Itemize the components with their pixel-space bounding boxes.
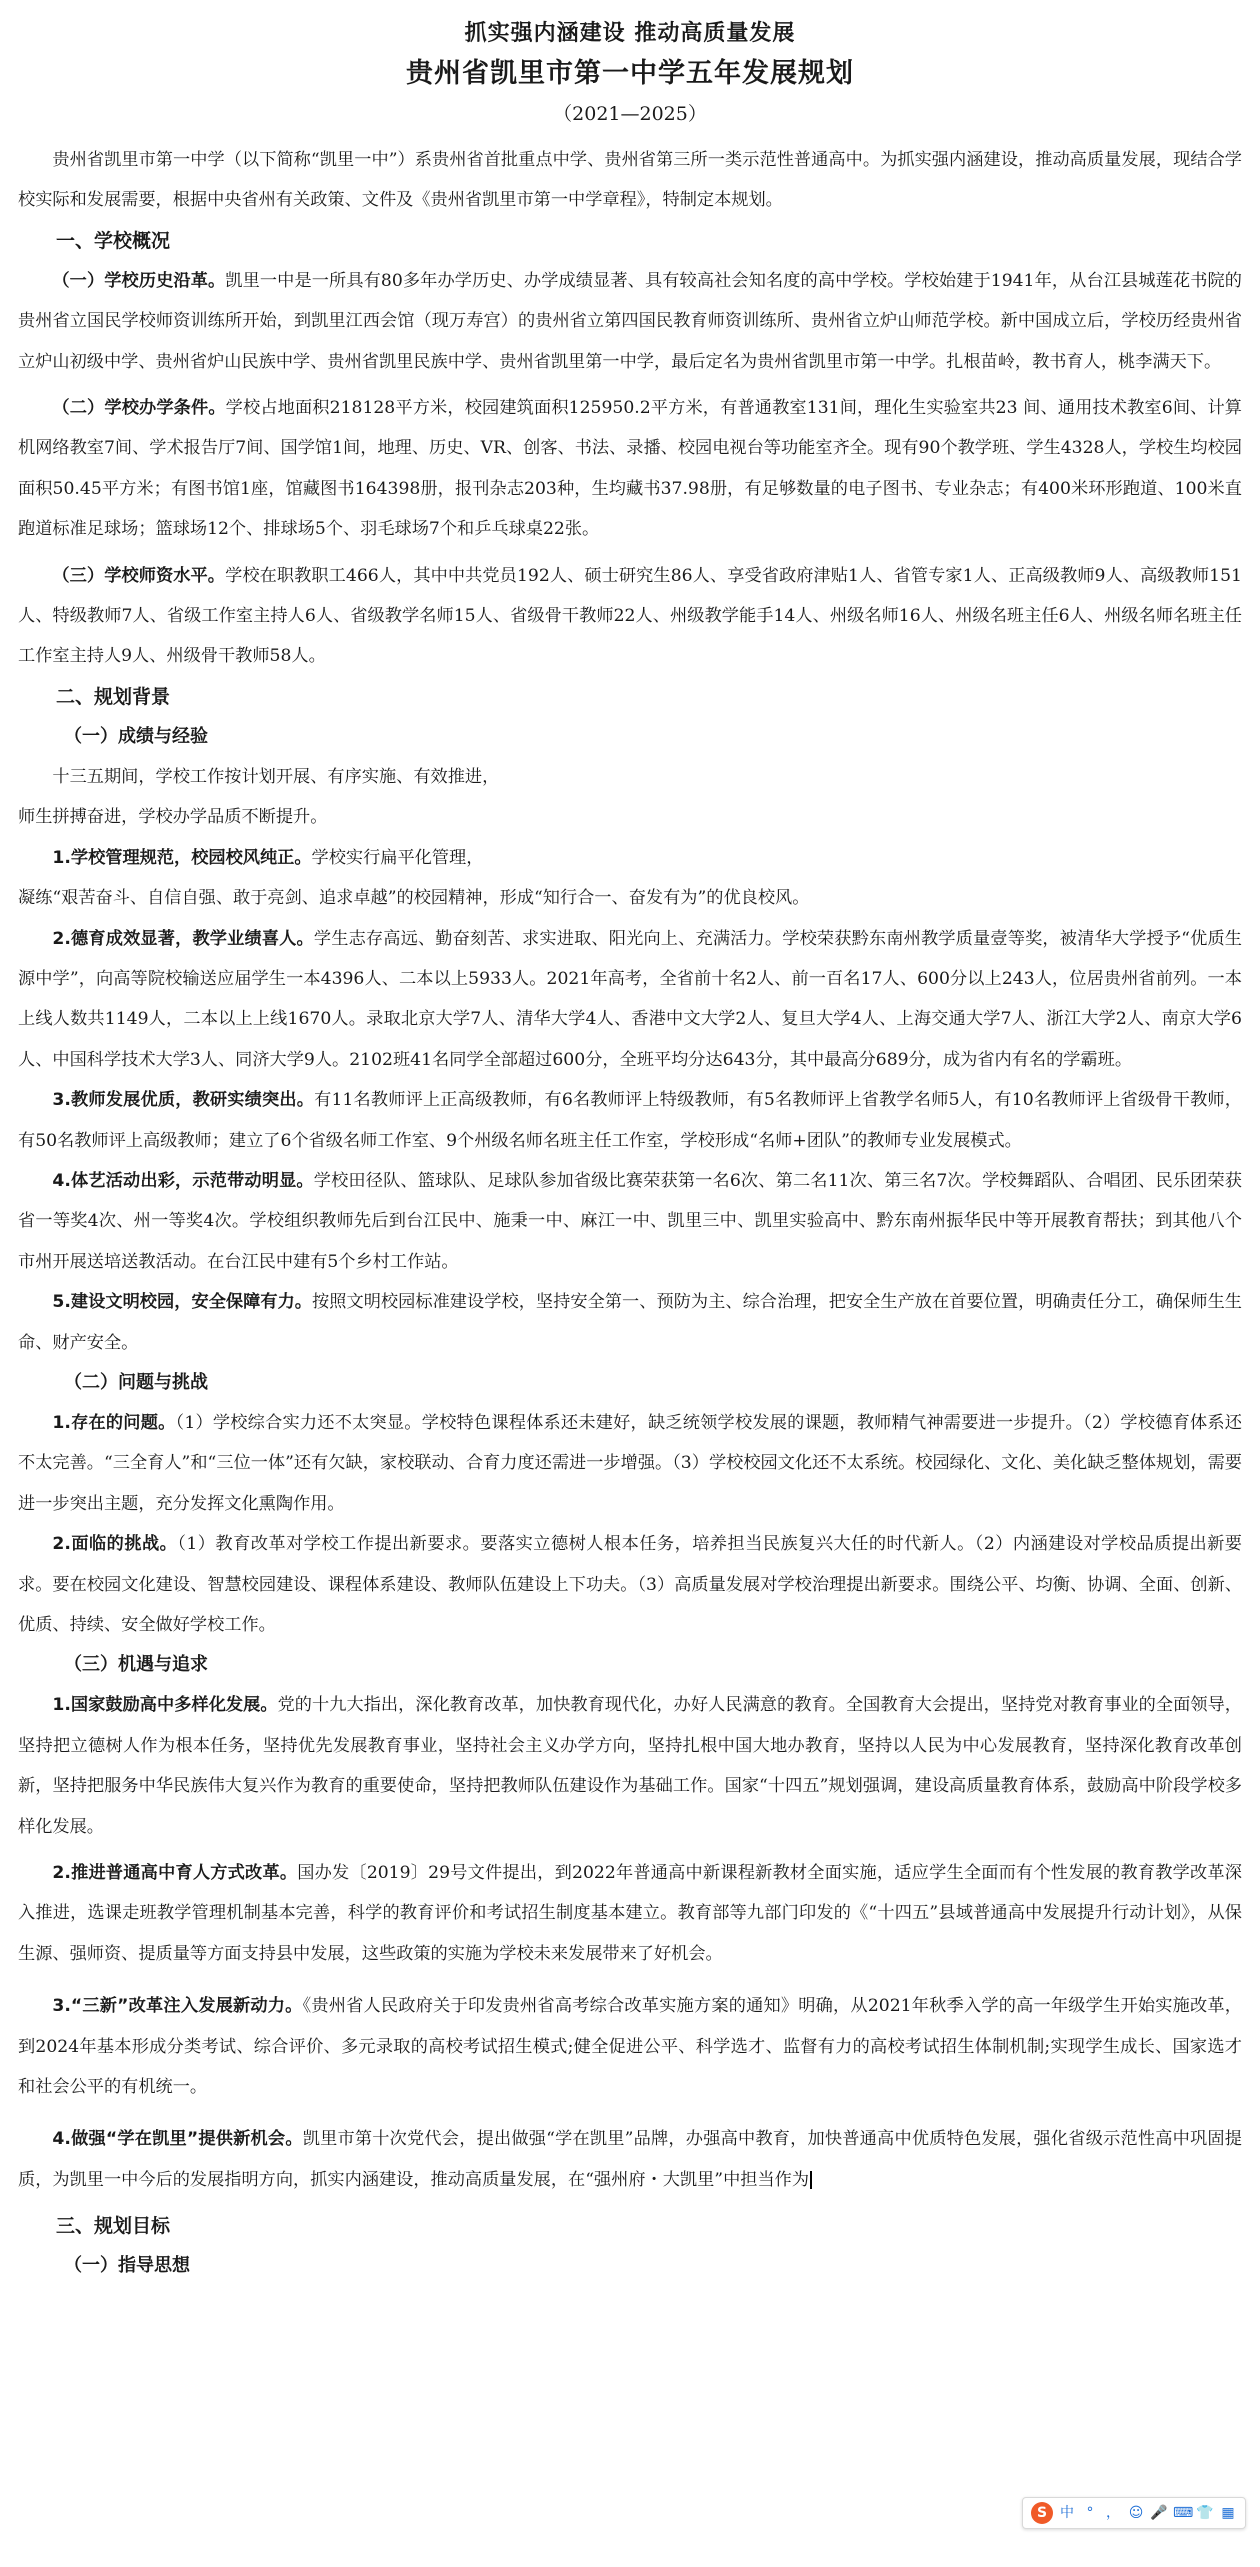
paragraph-study-in-kaili[interactable]	[18, 2119, 1242, 2200]
paragraph-lead: （二）学校办学条件。	[52, 398, 226, 419]
paragraph-body: 学校实行扁平化管理，	[311, 847, 484, 868]
paragraph-lead: 5.建设文明校园，安全保障有力。	[52, 1292, 313, 1313]
document-years: （2021—2025）	[553, 103, 707, 125]
paragraph-body: 学校在职教职工466人，其中中共党员192人、硕士研究生86人、享受省政府津贴1人、省管专家1人、正高级教师9人、高级教师151人、特级教师7人、省级工作室主持人6人、省级教学名师15人、省级骨干教师22人、州级教学能手14人、州级名师16人、州级名班主任6人、州级名师名班主任工作室主持人9人、州级骨干教师58人。	[18, 565, 1242, 667]
section-heading-overview: 一、学校概况	[56, 229, 171, 252]
paragraph-lead: 1.国家鼓励高中多样化发展。	[52, 1695, 278, 1716]
subsection-heading-achievements: （一）成绩与经验	[64, 725, 208, 747]
paragraph-body: 国办发〔2019〕29号文件提出，到2022年普通高中新课程新教材全面实施，适应学生全面而有个性发展的教育教学改革深入推进，选课走班教学管理机制基本完善，科学的教育评价和考试招生制度基本建立。教育部等九部门印发的《“十四五”县域普通高中发展提升行动计划》，从保生源、强师资、提质量等方面支持县中发展，这些政策的实施为学校未来发展带来了好机会。	[18, 1863, 1242, 1964]
ime-keyboard-icon[interactable]: ⌨	[1173, 2505, 1194, 2521]
paragraph-lead: 3.教师发展优质，教研实绩突出。	[52, 1090, 315, 1111]
paragraph-body: 《贵州省人民政府关于印发贵州省高考综合改革实施方案的通知》明确，从2021年秋季入学的高一年级学生开始实施改革，到2024年基本形成分类考试、综合评价、多元录取的高校考试招生模式;健全促进公平、科学选才、监督有力的高校考试招生体制机制;实现学生成长、国家选才和社会公平的有机统一。	[18, 1996, 1242, 2098]
paragraph-diversified-development	[18, 1685, 1242, 1847]
paragraph-body: （1）教育改革对学校工作提出新要求。要落实立德树人根本任务，培养担当民族复兴大任的时代新人。（2）内涵建设对学校品质提出新要求。要在校园文化建设、智慧校园建设、课程体系建设、教师队伍建设上下功夫。（3）高质量发展对学校治理提出新要求。围绕公平、均衡、协调、全面、创新、优质、持续、安全做好学校工作。	[18, 1534, 1242, 1635]
ime-skin-icon[interactable]: 👕	[1196, 2505, 1214, 2521]
paragraph-lead: （三）学校师资水平。	[52, 565, 226, 586]
paragraph-existing-problems	[18, 1403, 1242, 1524]
document-subtitle: 抓实强内涵建设 推动高质量发展	[464, 20, 796, 46]
ime-voice-icon[interactable]: 🎤	[1150, 2505, 1168, 2521]
ime-half-width-icon[interactable]: °	[1086, 2505, 1094, 2521]
paragraph-thirteenth-plan: 十三五期间，学校工作按计划开展、有序实施、有效推进，	[52, 766, 500, 787]
subsection-heading-guiding-ideology: （一）指导思想	[64, 2255, 190, 2277]
paragraph-lead: 2.德育成效显著，教学业绩喜人。	[52, 928, 314, 949]
paragraph-management	[18, 838, 1242, 878]
paragraph-body: 凯里一中是一所具有80多年办学历史、办学成绩显著、具有较高社会知名度的高中学校。学校始建于1941年，从台江县城莲花书院的贵州省立国民学校师资训练所开始，到凯里江西会馆（现万寿宫）的贵州省立第四国民教育师资训练所、贵州省立炉山师范学校。新中国成立后，学校历经贵州省立炉山初级中学、贵州省炉山民族中学、贵州省凯里民族中学、贵州省凯里第一中学，最后定名为贵州省凯里市第一中学。扎根苗岭，教书育人，桃李满天下。	[18, 270, 1242, 372]
paragraph-lead: 4.做强“学在凯里”提供新机会。	[52, 2129, 303, 2150]
paragraph-body: 凯里市第十次党代会，提出做强“学在凯里”品牌，办强高中教育，加快普通高中优质特色发展，强化省级示范性高中巩固提质，为凯里一中今后的发展指明方向，抓实内涵建设，推动高质量发展，在“强州府・大凯里”中担当作为	[18, 2129, 1242, 2190]
paragraph-thirteenth-plan-cont: 师生拼搏奋进，学校办学品质不断提升。	[18, 807, 328, 828]
sogou-ime-logo-icon[interactable]: S	[1031, 2502, 1053, 2524]
paragraph-safety	[18, 1282, 1242, 1363]
paragraph-teacher-development	[18, 1080, 1242, 1161]
document-title: 贵州省凯里市第一中学五年发展规划	[406, 58, 854, 89]
intro-paragraph: 贵州省凯里市第一中学（以下简称“凯里一中”）系贵州省首批重点中学、贵州省第三所一类示范性普通高中。为抓实强内涵建设，推动高质量发展，现结合学校实际和发展需要，根据中央省州有关政策、文件及《贵州省凯里市第一中学章程》，特制定本规划。	[18, 150, 1242, 211]
paragraph-education-reform	[18, 1853, 1242, 1974]
paragraph-moral-education	[18, 919, 1242, 1081]
paragraph-body: 按照文明校园标准建设学校，坚持安全第一、预防为主、综合治理，把安全生产放在首要位置，明确责任分工，确保师生生命、财产安全。	[18, 1292, 1242, 1353]
paragraph-body: 学生志存高远、勤奋刻苦、求实进取、阳光向上、充满活力。学校荣获黔东南州教学质量壹等奖，被清华大学授予“优质生源中学”，向高等院校输送应届学生一本4396人、二本以上5933人。2021年高考，全省前十名2人、前一百名17人、600分以上243人，位居贵州省前列。一本上线人数共1149人，二本以上上线1670人。录取北京大学7人、清华大学4人、香港中文大学2人、复旦大学4人、上海交通大学7人、浙江大学2人、南京大学6人、中国科学技术大学3人、同济大学9人。2102班41名同学全部超过600分，全班平均分达643分，其中最高分689分，成为省内有名的学霸班。	[18, 928, 1242, 1070]
ime-chinese-mode-toggle[interactable]: 中	[1060, 2505, 1074, 2521]
ime-toolbox-icon[interactable]: ▦	[1221, 2505, 1235, 2521]
ime-punctuation-icon[interactable]: ，	[1106, 2505, 1120, 2521]
paragraph-lead: 1.学校管理规范，校园校风纯正。	[52, 847, 312, 868]
section-heading-goals: 三、规划目标	[56, 2215, 171, 2238]
paragraph-management-cont: 凝练“艰苦奋斗、自信自强、敢于亮剑、追求卓越”的校园精神，形成“知行合一、奋发有为”的优良校风。	[18, 888, 810, 909]
paragraph-sports-arts	[18, 1161, 1242, 1282]
ime-toolbar[interactable]	[1022, 2497, 1246, 2529]
paragraph-history	[18, 261, 1242, 382]
paragraph-body: 学校占地面积218128平方米，校园建筑面积125950.2平方米，有普通教室131间，理化生实验室共23 间、通用技术教室6间、计算机网络教室7间、学术报告厅7间、国学馆1间，地理、历史、VR、创客、书法、录播、校园电视台等功能室齐全。现有90个教学班、学生4328人，学校生均校园面积50.45平方米；有图书馆1座，馆藏图书164398册，报刊杂志203种，生均藏书37.98册，有足够数量的电子图书、专业杂志；有400米环形跑道、100米直跑道标准足球场；篮球场12个、排球场5个、羽毛球场7个和乒乓球桌22张。	[18, 398, 1242, 540]
section-heading-background: 二、规划背景	[56, 685, 171, 708]
paragraph-lead: 2.面临的挑战。	[52, 1534, 178, 1555]
text-cursor	[810, 2171, 812, 2189]
paragraph-lead: （一）学校历史沿革。	[52, 270, 226, 291]
subsection-heading-problems: （二）问题与挑战	[64, 1371, 208, 1393]
paragraph-teachers	[18, 556, 1242, 677]
paragraph-conditions	[18, 388, 1242, 550]
paragraph-body: 有11名教师评上正高级教师，有6名教师评上特级教师，有5名教师评上省教学名师5人，有10名教师评上省级骨干教师，有50名教师评上高级教师；建立了6个省级名师工作室、9个州级名师名班主任工作室，学校形成“名师+团队”的教师专业发展模式。	[18, 1090, 1242, 1151]
paragraph-body: （1）学校综合实力还不太突显。学校特色课程体系还未建好，缺乏统领学校发展的课题，教师精气神需要进一步提升。（2）学校德育体系还不太完善。“三全育人”和“三位一体”还有欠缺，家校联动、合育力度还需进一步增强。（3）学校校园文化还不太系统。校园绿化、文化、美化缺乏整体规划，需要进一步突出主题，充分发挥文化熏陶作用。	[18, 1412, 1242, 1514]
paragraph-body: 学校田径队、篮球队、足球队参加省级比赛荣获第一名6次、第二名11次、第三名7次。学校舞蹈队、合唱团、民乐团荣获省一等奖4次、州一等奖4次。学校组织教师先后到台江民中、施秉一中、麻江一中、凯里三中、凯里实验高中、黔东南州振华民中等开展教育帮扶；到其他八个市州开展送培送教活动。在台江民中建有5个乡村工作站。	[18, 1170, 1242, 1272]
paragraph-lead: 4.体艺活动出彩，示范带动明显。	[52, 1170, 314, 1191]
paragraph-lead: 2.推进普通高中育人方式改革。	[52, 1863, 298, 1884]
paragraph-three-new-reform	[18, 1986, 1242, 2107]
ime-emoji-icon[interactable]: ☺	[1128, 2505, 1144, 2521]
subsection-heading-opportunities: （三）机遇与追求	[64, 1654, 208, 1676]
paragraph-lead: 1.存在的问题。	[52, 1412, 176, 1433]
paragraph-lead: 3.“三新”改革注入发展新动力。	[52, 1996, 303, 2017]
paragraph-body: 党的十九大指出，深化教育改革，加快教育现代化，办好人民满意的教育。全国教育大会提出，坚持党对教育事业的全面领导，坚持把立德树人作为根本任务，坚持优先发展教育事业，坚持社会主义办学方向，坚持扎根中国大地办教育，坚持以人民为中心发展教育，坚持深化教育改革创新，坚持把服务中华民族伟大复兴作为教育的重要使命，坚持把教师队伍建设作为基础工作。国家“十四五”规划强调，建设高质量教育体系，鼓励高中阶段学校多样化发展。	[18, 1695, 1242, 1837]
paragraph-challenges	[18, 1524, 1242, 1645]
